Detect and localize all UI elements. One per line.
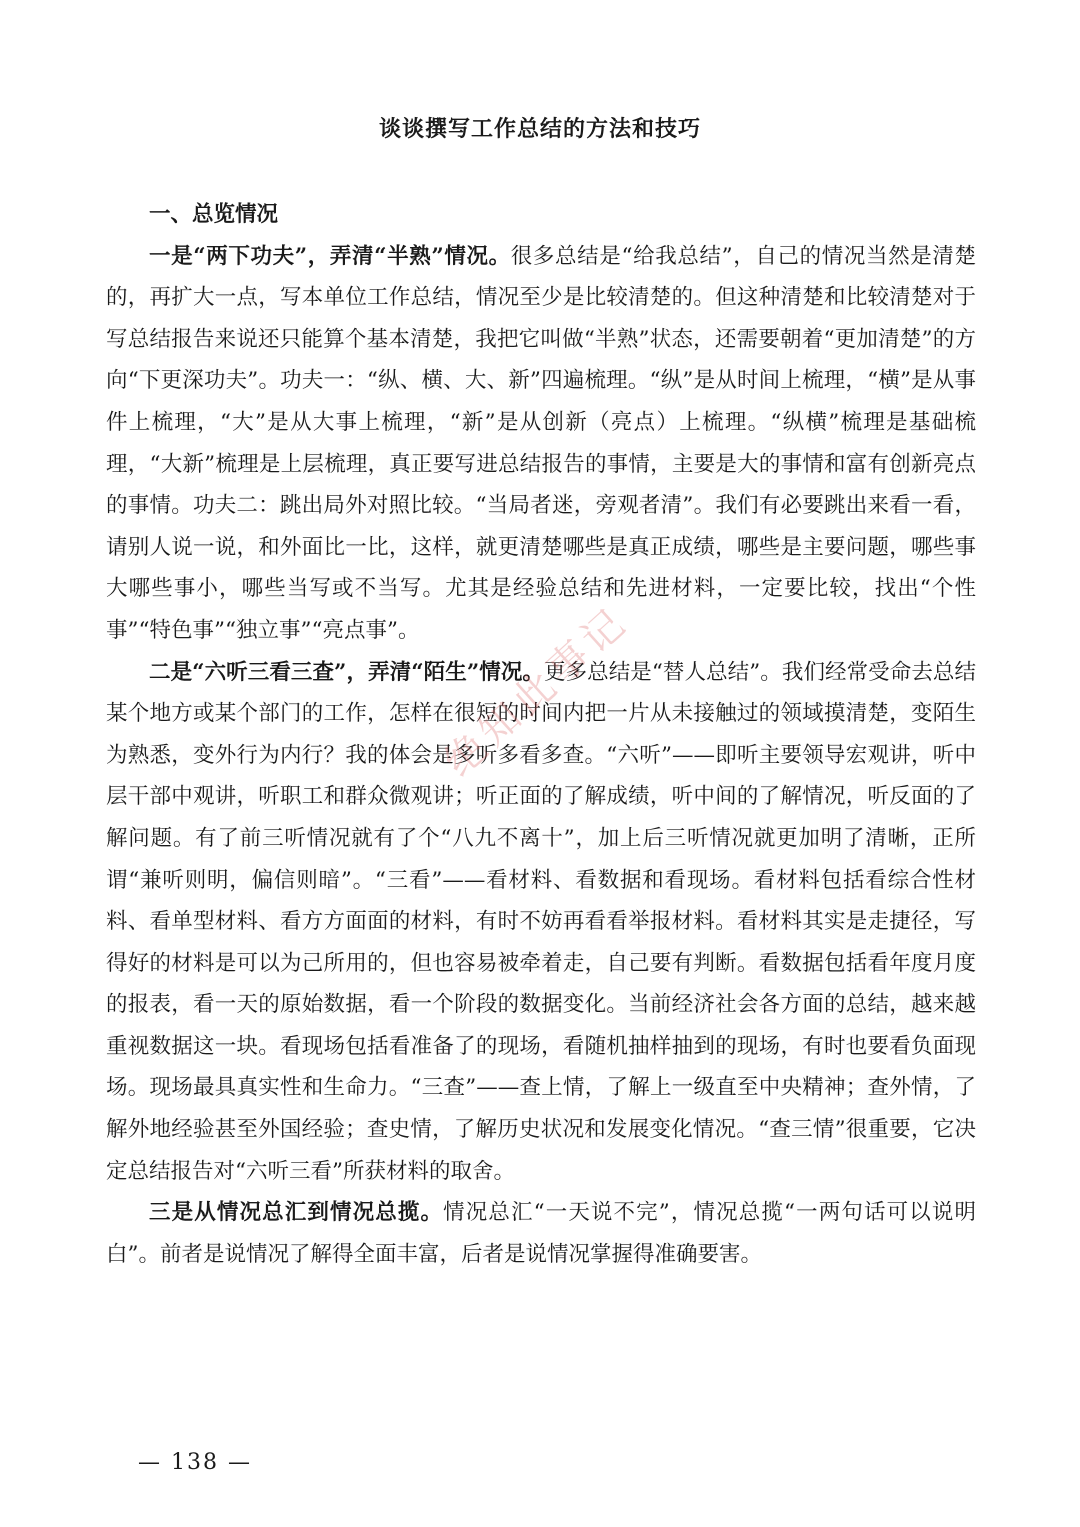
paragraph-1-lead: 一是“两下功夫”，弄清“半熟”情况。 <box>149 243 511 269</box>
paragraph-3-lead: 三是从情况总汇到情况总揽。 <box>149 1200 444 1226</box>
paragraph-2-text: 更多总结是“替人总结”。我们经常受命去总结某个地方或某个部门的工作，怎样在很短的时间内把一片从未接触过的领域摸清楚，变陌生为熟悉，变外行为内行？我的体会是多听多看多查。“六听”——即听主要领导宏观讲，听中层干部中观讲，听职工和群众微观讲；听正面的了解成绩，听中间的了解情况，听反面的了解问题。有了前三听情况就有了个“八九不离十”，加上后三听情况就更加明了清晰，正所谓“兼听则明，偏信则暗”。“三看”——看材料、看数据和看现场。看材料包括看综合性材料、看单型材料、看方方面面的材料，有时不妨再看看举报材料。看材料其实是走捷径，写得好的材料是可以为己所用的，但也容易被牵着走，自己要有判断。看数据包括看年度月度的报表，看一天的原始数据，看一个阶段的数据变化。当前经济社会各方面的总结，越来越重视数据这一块。看现场包括看准备了的现场，看随机抽样抽到的现场，有时也要看负面现场。现场最具真实性和生命力。“三查”——查上情，了解上一级直至中央精神；查外情，了解外地经验甚至外国经验；查史情，了解历史状况和发展变化情况。“查三情”很重要，它决定总结报告对“六听三看”所获材料的取舍。 <box>106 659 976 1184</box>
section-heading: 一、总览情况 <box>149 202 279 227</box>
paragraph-2-lead: 二是“六听三看三查”，弄清“陌生”情况。 <box>149 659 544 685</box>
paragraph-3-text: 情况总汇“一天说不完”，情况总揽“一两句话可以说明白”。前者是说情况了解得全面丰富，后者是说情况掌握得准确要害。 <box>106 1200 976 1267</box>
page-title: 谈谈撰写工作总结的方法和技巧 <box>378 116 701 142</box>
watermark: 绝知此事记 <box>436 597 638 786</box>
paragraph-3 <box>106 1192 976 1275</box>
paragraph-1-text: 很多总结是“给我总结”，自己的情况当然是清楚的，再扩大一点，写本单位工作总结，情况至少是比较清楚的。但这种清楚和比较清楚对于写总结报告来说还只能算个基本清楚，我把它叫做“半熟”状态，还需要朝着“更加清楚”的方向“下更深功夫”。功夫一：“纵、横、大、新”四遍梳理。“纵”是从时间上梳理，“横”是从事件上梳理，“大”是从大事上梳理，“新”是从创新（亮点）上梳理。“纵横”梳理是基础梳理，“大新”梳理是上层梳理，真正要写进总结报告的事情，主要是大的事情和富有创新亮点的事情。功夫二：跳出局外对照比较。“当局者迷，旁观者清”。我们有必要跳出来看一看，请别人说一说，和外面比一比，这样，就更清楚哪些是真正成绩，哪些是主要问题，哪些事大哪些事小，哪些当写或不当写。尤其是经验总结和先进材料，一定要比较，找出“个性事”“特色事”“独立事”“亮点事”。 <box>106 243 976 643</box>
document-body <box>106 194 976 1275</box>
paragraph-2 <box>106 652 976 1193</box>
paragraph-1 <box>106 236 976 652</box>
page-number: — 138 — <box>138 1450 252 1475</box>
